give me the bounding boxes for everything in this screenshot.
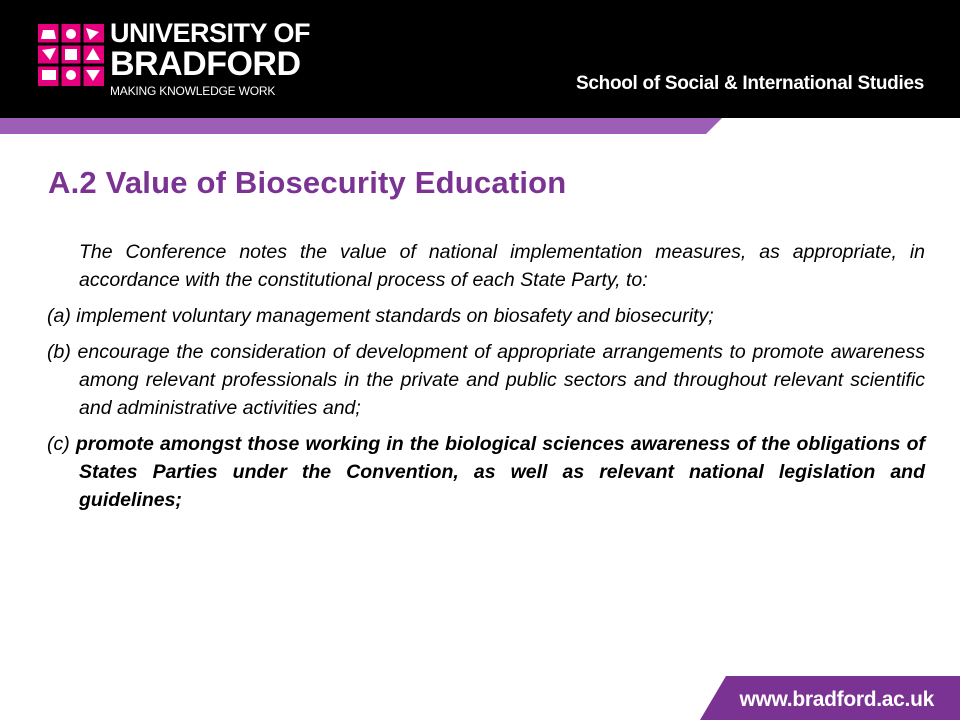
university-crest-icon xyxy=(38,24,104,86)
list-marker-b: (b) xyxy=(47,341,71,363)
logo-line-2: BRADFORD xyxy=(110,45,301,83)
school-name: School of Social & International Studies xyxy=(576,73,924,94)
list-item-c xyxy=(47,430,925,514)
list-text-a: implement voluntary management standards on biosafety and biosecurity; xyxy=(76,305,714,327)
list-text-b: encourage the consideration of development of appropriate arrangements to promote awareness among relevant professionals in the private and public sectors and throughout relevant scientific and administrative activities and; xyxy=(77,341,925,419)
header-purple-band xyxy=(0,118,960,134)
list-text-c: promote amongst those working in the biological sciences awareness of the obligations of States Parties under the Convention, as well as relevant national legislation and guidelines; xyxy=(75,433,926,511)
list-item-a xyxy=(47,302,925,330)
university-logo xyxy=(110,20,310,99)
intro-paragraph: The Conference notes the value of national implementation measures, as appropriate, in accordance with the constitutional process of each State Party, to: xyxy=(79,241,925,291)
list-marker-a: (a) xyxy=(47,305,71,327)
slide-title: A.2 Value of Biosecurity Education xyxy=(48,165,567,200)
list-item-b xyxy=(47,338,925,422)
list-marker-c: (c) xyxy=(47,433,70,455)
slide-body xyxy=(47,238,925,514)
logo-tagline: MAKING KNOWLEDGE WORK xyxy=(110,84,276,98)
website-url: www.bradford.ac.uk xyxy=(739,688,934,711)
header-bar xyxy=(0,0,960,118)
logo-line-1: UNIVERSITY OF xyxy=(110,18,311,48)
